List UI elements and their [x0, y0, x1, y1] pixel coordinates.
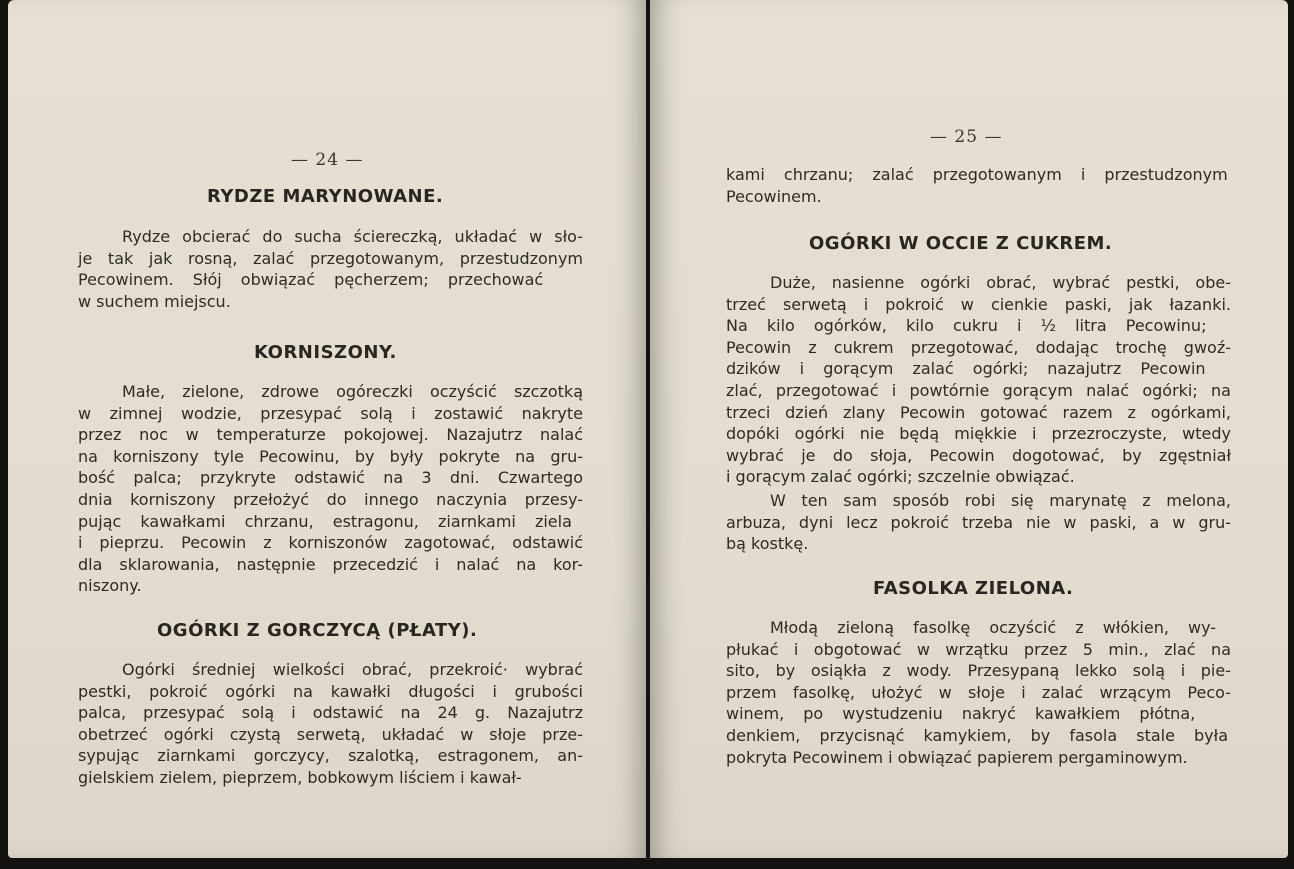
text-line: Młodą zieloną fasolkę oczyścić z włókien, wy-	[770, 618, 1217, 637]
paragraph-ogorki-gorczyca	[78, 659, 583, 789]
paragraph-melon	[726, 490, 1231, 555]
text-line: W ten sam sposób robi się marynatę z melona,	[770, 491, 1231, 510]
page-number-25: — 25 —	[930, 127, 1003, 147]
text-line: trzeć serwetą i pokroić w cienkie paski, jak łazanki.	[726, 294, 1231, 314]
heading-ogorki-z-gorczyca: OGÓRKI Z GORCZYCĄ (PŁATY).	[157, 620, 478, 641]
text-line: pując kawałkami chrzanu, estragonu, ziarnkami ziela	[78, 511, 572, 531]
paragraph-korniszony	[78, 381, 583, 597]
paragraph-rydze	[78, 226, 583, 312]
text-line: palca, przesypać solą i odstawić na 24 g. Nazajutrz	[78, 703, 583, 723]
paragraph-continuation	[726, 164, 1231, 207]
text-line: płukać i obgotować w wrzątku przez 5 min., zlać na	[726, 639, 1231, 659]
text-line: Małe, zielone, zdrowe ogóreczki oczyścić szczotką	[122, 382, 583, 401]
text-line: Rydze obcierać do sucha ściereczką, układać w sło-	[122, 227, 583, 246]
text-line: dnia korniszony przełożyć do innego naczynia przesy-	[78, 489, 583, 509]
text-line: bą kostkę.	[726, 534, 809, 554]
text-line: denkiem, przycisnąć kamykiem, by fasola stale była	[726, 725, 1228, 745]
text-line: kami chrzanu; zalać przegotowanym i przestudzonym	[726, 165, 1228, 184]
heading-ogorki-w-occie: OGÓRKI W OCCIE Z CUKREM.	[809, 233, 1113, 254]
text-line: Pecowinem. Słój obwiązać pęcherzem; przechować	[78, 270, 544, 290]
heading-fasolka-zielona: FASOLKA ZIELONA.	[873, 578, 1074, 599]
text-line: sito, by osiąkła z wody. Przesypaną lekko solą i pie-	[726, 661, 1231, 681]
text-line: obetrzeć ogórki czystą serwetą, układać w słoje prze-	[78, 724, 583, 744]
text-line: na korniszony tyle Pecowinu, by były pokryte na gru-	[78, 446, 583, 466]
text-line: arbuza, dyni lecz pokroić trzeba nie w paski, a w gru-	[726, 512, 1231, 532]
text-line: Na kilo ogórków, kilo cukru i ½ litra Pecowinu;	[726, 316, 1207, 336]
text-line: pokryta Pecowinem i obwiązać papierem pergaminowym.	[726, 747, 1188, 767]
text-line: Ogórki średniej wielkości obrać, przekroić· wybrać	[122, 660, 583, 679]
text-line: Pecowinem.	[726, 186, 822, 206]
text-line: dla sklarowania, następnie przecedzić i nalać na kor-	[78, 554, 583, 574]
text-line: bość palca; przykryte odstawić na 3 dni. Czwartego	[78, 468, 583, 488]
text-line: zlać, przegotować i powtórnie gorącym nalać ogórki; na	[726, 380, 1231, 400]
text-line: i gorącym zalać ogórki; szczelnie obwiązać.	[726, 467, 1075, 487]
text-line: winem, po wystudzeniu nakryć kawałkiem płótna,	[726, 704, 1196, 724]
text-line: przez noc w temperaturze pokojowej. Nazajutrz nalać	[78, 425, 583, 445]
page-number-24: — 24 —	[291, 150, 364, 170]
paragraph-fasolka	[726, 617, 1231, 768]
paragraph-ogorki-occie	[726, 272, 1231, 488]
text-line: w zimnej wodzie, przesypać solą i zostawić nakryte	[78, 403, 583, 423]
text-line: i pieprzu. Pecowin z korniszonów zagotować, odstawić	[78, 533, 583, 553]
right-page	[650, 0, 1288, 858]
text-line: przem fasolkę, ułożyć w słoje i zalać wrzącym Peco-	[726, 682, 1231, 702]
text-line: gielskiem zielem, pieprzem, bobkowym liściem i kawał-	[78, 767, 522, 787]
text-line: trzeci dzień zlany Pecowin gotować razem z ogórkami,	[726, 402, 1231, 422]
text-line: w suchem miejscu.	[78, 291, 231, 311]
text-line: dzików i gorącym zalać ogórki; nazajutrz Pecowin	[726, 359, 1206, 379]
text-line: sypując ziarnkami gorczycy, szalotką, estragonem, an-	[78, 746, 583, 766]
text-line: niszony.	[78, 576, 142, 596]
text-line: wybrać je do słoja, Pecowin dogotować, by zgęstniał	[726, 445, 1231, 465]
text-line: pestki, pokroić ogórki na kawałki długości i grubości	[78, 681, 583, 701]
text-line: dopóki ogórki nie będą miękkie i przezroczyste, wtedy	[726, 424, 1231, 444]
heading-korniszony: KORNISZONY.	[254, 342, 397, 363]
text-line: Pecowin z cukrem przegotować, dodając trochę gwoź-	[726, 337, 1231, 357]
text-line: Duże, nasienne ogórki obrać, wybrać pestki, obe-	[770, 273, 1231, 292]
heading-rydze-marynowane: RYDZE MARYNOWANE.	[207, 186, 444, 207]
left-page	[8, 0, 646, 858]
text-line: je tak jak rosną, zalać przegotowanym, przestudzonym	[78, 248, 583, 268]
